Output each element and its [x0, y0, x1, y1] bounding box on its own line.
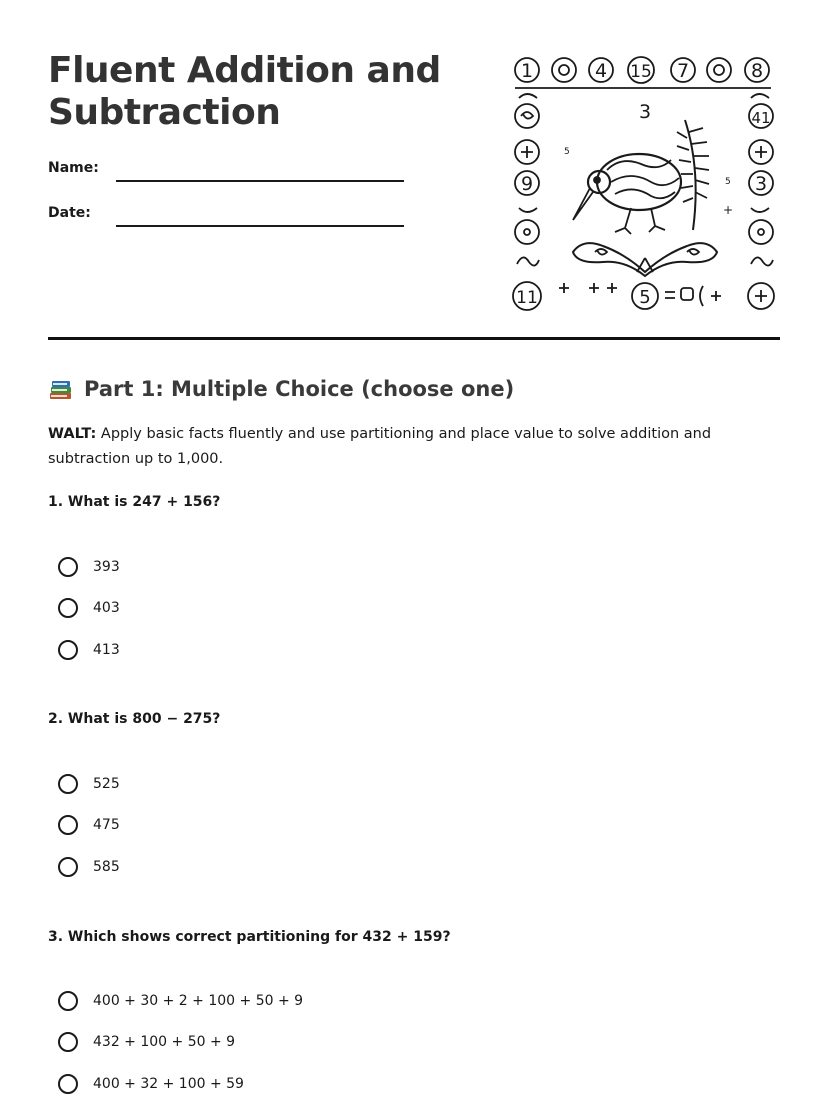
- radio-button[interactable]: [58, 991, 78, 1011]
- question-2-option-a[interactable]: [58, 771, 458, 797]
- top-number-7: 7: [676, 60, 690, 82]
- koru-band: [573, 243, 717, 276]
- center-number-3: 3: [638, 101, 652, 123]
- question-text: 2. What is 800 − 275?: [48, 711, 221, 727]
- question-3-option-c[interactable]: [58, 1071, 458, 1097]
- name-label: Name:: [48, 160, 99, 176]
- date-label: Date:: [48, 205, 91, 221]
- fern-frond: [677, 120, 709, 230]
- option-label: 525: [93, 776, 120, 792]
- small-mark-5-left: 5: [564, 147, 570, 157]
- option-label: 400 + 30 + 2 + 100 + 50 + 9: [93, 993, 304, 1009]
- small-mark-plus: +: [723, 203, 734, 217]
- top-number-row: [515, 57, 771, 88]
- question-1-option-c[interactable]: [58, 637, 458, 663]
- top-number-15: 15: [630, 62, 652, 82]
- question-2-option-c[interactable]: [58, 854, 458, 880]
- radio-button[interactable]: [58, 598, 78, 618]
- question-3-option-a[interactable]: [58, 988, 458, 1014]
- question-3-option-b[interactable]: [58, 1029, 458, 1055]
- radio-button[interactable]: [58, 815, 78, 835]
- radio-button[interactable]: [58, 774, 78, 794]
- name-line[interactable]: [116, 180, 404, 182]
- page-title: Fluent Addition and Subtraction: [48, 50, 441, 133]
- option-label: 475: [93, 817, 120, 833]
- right-number-3: 3: [754, 173, 768, 195]
- question-text: 3. Which shows correct partitioning for 432 + 159?: [48, 929, 451, 945]
- date-field[interactable]: [48, 203, 408, 227]
- small-mark-5-right: 5: [725, 177, 731, 187]
- part-1-heading: [48, 374, 514, 404]
- kiwi-illustration: [511, 52, 781, 314]
- option-label: 432 + 100 + 50 + 9: [93, 1034, 236, 1050]
- radio-button[interactable]: [58, 1032, 78, 1052]
- kiwi-bird: [573, 154, 681, 234]
- worksheet-page: [48, 0, 780, 1118]
- top-number-8: 8: [750, 60, 764, 82]
- left-decor-column: [513, 94, 541, 310]
- option-label: 413: [93, 642, 120, 658]
- top-number-4: 4: [594, 60, 608, 82]
- top-number-1: 1: [520, 60, 534, 82]
- question-1-option-b[interactable]: [58, 595, 458, 621]
- option-label: 403: [93, 600, 120, 616]
- walt-label: WALT:: [48, 426, 97, 442]
- part-1-title: Part 1: Multiple Choice (choose one): [84, 377, 515, 401]
- date-line[interactable]: [116, 225, 404, 227]
- right-number-41: 41: [751, 109, 771, 127]
- question-text: 1. What is 247 + 156?: [48, 494, 221, 510]
- bottom-number-5: 5: [639, 287, 651, 308]
- walt-text: Apply basic facts fluently and use partitioning and place value to solve addition and subtraction up to 1,000.: [48, 426, 712, 467]
- radio-button[interactable]: [58, 1074, 78, 1094]
- walt-statement: [48, 422, 778, 472]
- question-1-option-a[interactable]: [58, 554, 458, 580]
- radio-button[interactable]: [58, 640, 78, 660]
- option-label: 393: [93, 559, 120, 575]
- radio-button[interactable]: [58, 857, 78, 877]
- option-label: 400 + 32 + 100 + 59: [93, 1076, 244, 1092]
- question-2-option-b[interactable]: [58, 812, 458, 838]
- left-number-9: 9: [520, 173, 534, 195]
- left-number-11: 11: [516, 288, 538, 308]
- option-label: 585: [93, 859, 120, 875]
- header-divider: [48, 337, 780, 340]
- bottom-decor-row: [559, 283, 721, 309]
- name-field[interactable]: [48, 158, 408, 182]
- right-decor-column: [748, 94, 774, 309]
- books-icon: [48, 376, 74, 402]
- radio-button[interactable]: [58, 557, 78, 577]
